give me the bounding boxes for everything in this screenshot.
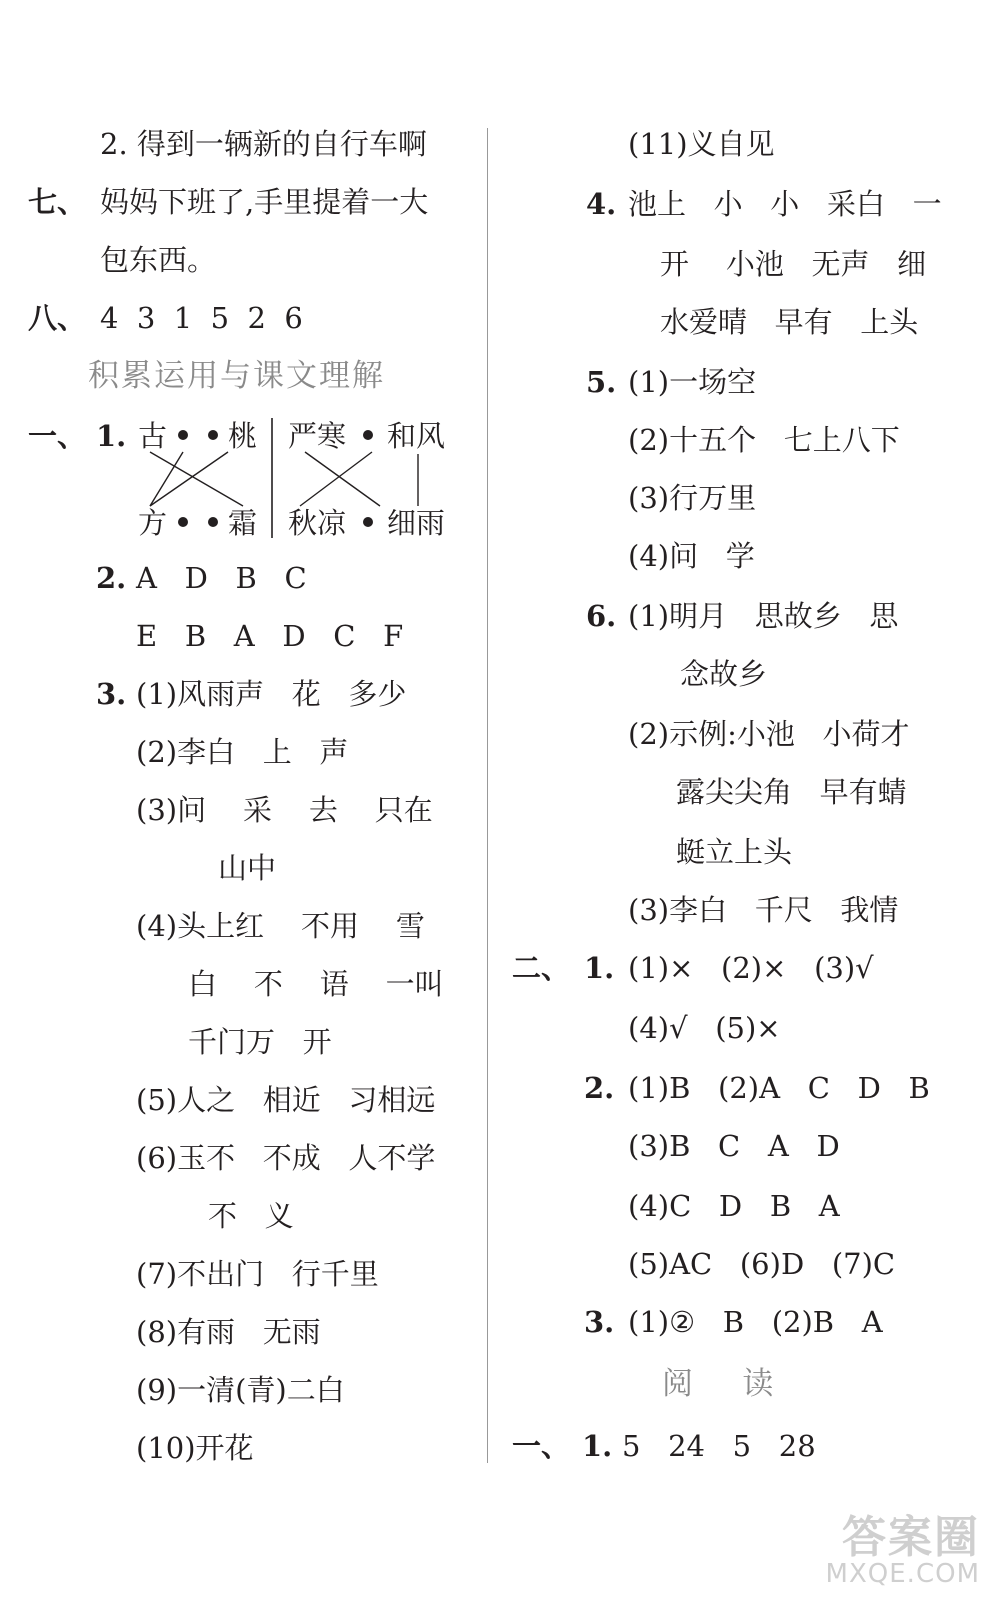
answer-line: (3)行万里 bbox=[628, 481, 757, 515]
match-word: 古 bbox=[138, 419, 168, 453]
answer-line: 池上 小 小 采白 一 bbox=[628, 187, 942, 221]
answer-line: (1)风雨声 花 多少 bbox=[136, 677, 407, 711]
question-number: 七、 bbox=[28, 185, 87, 219]
watermark bbox=[825, 1512, 980, 1589]
item-number: 3. bbox=[584, 1305, 615, 1339]
question-number: 一、 bbox=[28, 419, 87, 453]
match-word: 方 bbox=[138, 506, 168, 540]
answer-line: (8)有雨 无雨 bbox=[136, 1315, 321, 1349]
match-dot bbox=[178, 430, 188, 440]
answer-line: (6)玉不 不成 人不学 bbox=[136, 1141, 436, 1175]
answer-line: (11)义自见 bbox=[628, 127, 775, 161]
answer-line: 开 小池 无声 细 bbox=[660, 247, 927, 281]
item-number: 1. bbox=[96, 419, 127, 453]
item-number: 2. bbox=[96, 561, 127, 595]
item-number: 6. bbox=[586, 599, 617, 633]
match-line bbox=[150, 452, 228, 506]
answer-line: (1)× (2)× (3)√ bbox=[628, 951, 874, 985]
answer-line: (3)B C A D bbox=[628, 1129, 840, 1163]
column-divider bbox=[487, 128, 488, 1463]
match-word: 桃 bbox=[228, 419, 258, 453]
item-number: 2. bbox=[584, 1071, 615, 1105]
match-dot bbox=[208, 517, 218, 527]
answer-line: 包东西。 bbox=[100, 243, 217, 277]
answer-line: (2)十五个 七上八下 bbox=[628, 423, 900, 457]
answer-line: 妈妈下班了,手里提着一大 bbox=[100, 185, 429, 219]
item-number: 1. bbox=[582, 1429, 613, 1463]
answer-line: (1)B (2)A C D B bbox=[628, 1071, 930, 1105]
question-number: 一、 bbox=[512, 1429, 571, 1463]
answer-line: (5)人之 相近 习相远 bbox=[136, 1083, 436, 1117]
answer-line: (9)一清(青)二白 bbox=[136, 1373, 345, 1407]
answer-line: (2)李白 上 声 bbox=[136, 735, 349, 769]
answer-line: 2. 得到一辆新的自行车啊 bbox=[100, 127, 427, 161]
answer-line: (4)头上红 不用 雪 bbox=[136, 909, 425, 943]
answer-line: (1)② B (2)B A bbox=[628, 1305, 883, 1339]
match-word: 严寒 bbox=[288, 419, 347, 453]
answer-line: (4)C D B A bbox=[628, 1189, 840, 1223]
answer-line: E B A D C F bbox=[136, 619, 404, 653]
answer-line: 5 24 5 28 bbox=[622, 1429, 816, 1463]
item-number: 3. bbox=[96, 677, 127, 711]
answer-line: (3)问 采 去 只在 bbox=[136, 793, 433, 827]
match-word: 秋凉 bbox=[288, 506, 347, 540]
match-dot bbox=[363, 517, 373, 527]
question-number: 二、 bbox=[512, 951, 571, 985]
answer-line: 白 不 语 一叫 bbox=[188, 967, 444, 1001]
match-line bbox=[150, 452, 243, 506]
answer-line: (1)明月 思故乡 思 bbox=[628, 599, 899, 633]
watermark-url: MXQE.COM bbox=[825, 1559, 980, 1589]
answer-line: (2)示例:小池 小荷才 bbox=[628, 717, 910, 751]
answer-line: (7)不出门 行千里 bbox=[136, 1257, 379, 1291]
answer-line: 念故乡 bbox=[680, 657, 768, 691]
answer-line: 4 3 1 5 2 6 bbox=[100, 301, 303, 335]
match-word: 细雨 bbox=[387, 506, 446, 540]
answer-line: 蜓立上头 bbox=[676, 835, 793, 869]
match-line bbox=[150, 452, 183, 506]
answer-line: (5)AC (6)D (7)C bbox=[628, 1247, 896, 1281]
answer-line: (10)开花 bbox=[136, 1431, 254, 1465]
answer-line: (4)问 学 bbox=[628, 539, 755, 573]
answer-line: 千门万 开 bbox=[188, 1025, 332, 1059]
match-word: 和风 bbox=[387, 419, 446, 453]
section-heading: 阅 读 bbox=[662, 1366, 776, 1402]
item-number: 4. bbox=[586, 187, 617, 221]
match-word: 霜 bbox=[228, 506, 258, 540]
section-heading: 积累运用与课文理解 bbox=[88, 358, 385, 394]
match-dot bbox=[178, 517, 188, 527]
answer-line: 露尖尖角 早有蜻 bbox=[676, 775, 907, 809]
watermark-logo: 答案圈 bbox=[842, 1512, 980, 1563]
question-number: 八、 bbox=[28, 301, 87, 335]
answer-line: 水爱晴 早有 上头 bbox=[660, 305, 919, 339]
answer-line: 山中 bbox=[218, 851, 277, 885]
answer-line: (3)李白 千尺 我情 bbox=[628, 893, 899, 927]
match-dot bbox=[363, 430, 373, 440]
answer-line: 不 义 bbox=[208, 1199, 294, 1233]
answer-line: (1)一场空 bbox=[628, 365, 757, 399]
match-line bbox=[300, 452, 372, 506]
match-dot bbox=[208, 430, 218, 440]
match-line bbox=[305, 452, 380, 506]
item-number: 1. bbox=[584, 951, 615, 985]
item-number: 5. bbox=[586, 365, 617, 399]
answer-line: (4)√ (5)× bbox=[628, 1011, 781, 1045]
answer-line: A D B C bbox=[136, 561, 307, 595]
